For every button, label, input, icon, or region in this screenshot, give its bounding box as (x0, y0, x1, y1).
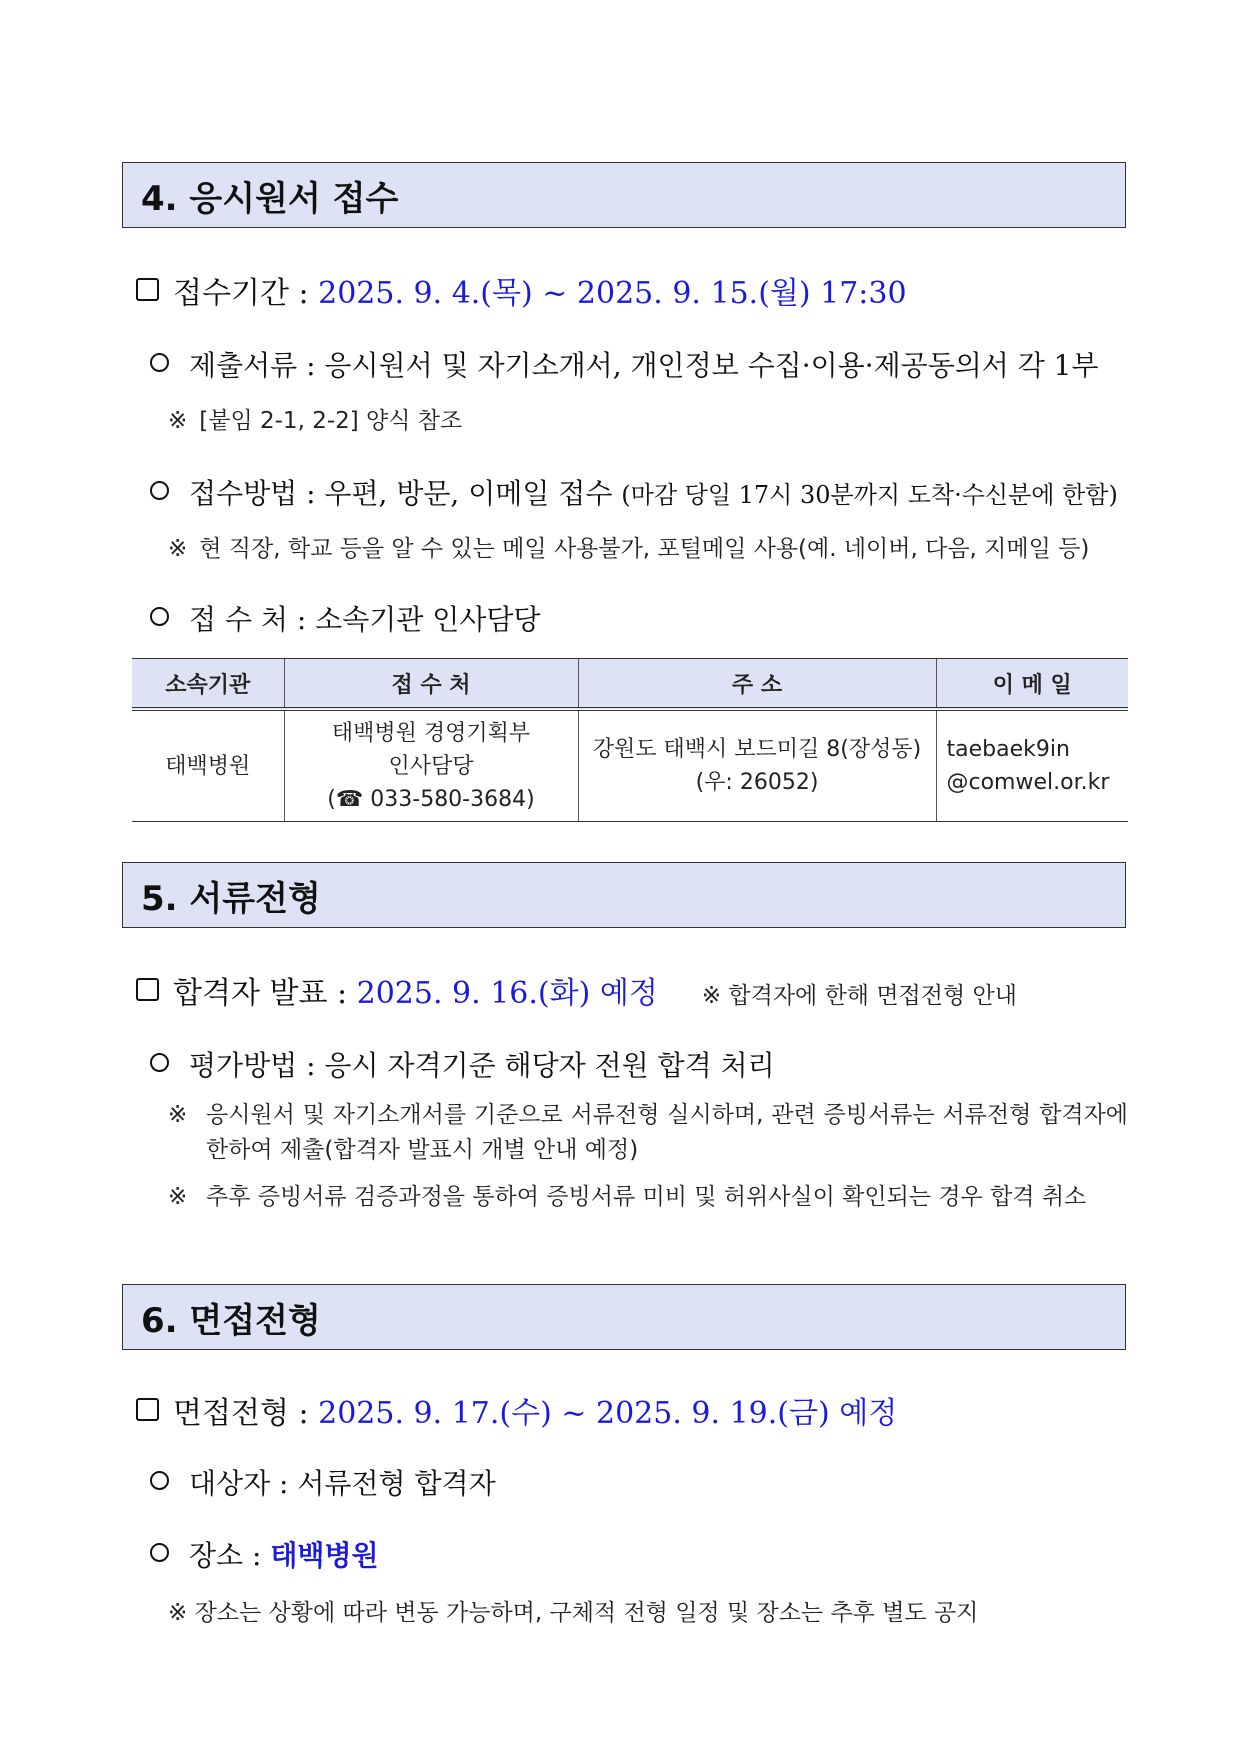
sec6-venue-line (150, 1534, 379, 1574)
sec4-method-line (150, 472, 1118, 512)
cell-addr-zip: (우: 26052) (695, 770, 819, 795)
cell-org: 태백병원 (132, 709, 284, 822)
table-header-email: 이 메 일 (936, 659, 1128, 710)
checkbox-square-icon (136, 978, 159, 1001)
sec6-target: 대상자 : 서류전형 합격자 (189, 1467, 496, 1500)
table-header-recv: 접 수 처 (284, 659, 578, 710)
reception-table (132, 658, 1128, 822)
sec4-method-note-text: 현 직장, 학교 등을 알 수 있는 메일 사용불가, 포털메일 사용(예. 네이버, 다음, 지메일 등) (199, 536, 1090, 562)
table-header-org: 소속기관 (132, 659, 284, 710)
sec5-note2-text: 추후 증빙서류 검증과정을 통하여 증빙서류 미비 및 허위사실이 확인되는 경우 합격 취소 (206, 1184, 1087, 1210)
section-5-header: 5. 서류전형 (122, 862, 1126, 928)
cell-email-line2: @comwel.or.kr (946, 770, 1110, 795)
sec4-docs-note-text: [붙임 2-1, 2-2] 양식 참조 (199, 408, 463, 434)
sec5-announce-label: 합격자 발표 : (173, 976, 357, 1011)
sec4-docs-note (168, 402, 462, 435)
note-mark: ※ (168, 1184, 188, 1210)
table-header-row (132, 659, 1128, 710)
sec5-eval: 평가방법 : 응시 자격기준 해당자 전원 합격 처리 (189, 1049, 775, 1082)
sec4-docs: 제출서류 : 응시원서 및 자기소개서, 개인정보 수집·이용·제공동의서 각 1부 (189, 349, 1099, 382)
cell-email-line1: taebaek9in (946, 737, 1070, 762)
cell-email (936, 709, 1128, 822)
sec6-period-label: 면접전형 : (173, 1396, 319, 1431)
cell-recv-line1: 태백병원 경영기획부 (331, 720, 531, 746)
section-4-header: 4. 응시원서 접수 (122, 162, 1126, 228)
circle-bullet-icon (150, 1471, 169, 1490)
sec6-period-value: 2025. 9. 17.(수) ~ 2025. 9. 19.(금) 예정 (318, 1396, 898, 1431)
sec4-method: 접수방법 : 우편, 방문, 이메일 접수 (189, 477, 613, 510)
sec6-target-line (150, 1462, 496, 1502)
circle-bullet-icon (150, 1543, 169, 1562)
sec5-note2 (168, 1180, 1128, 1215)
sec5-announce-note: ※ 합격자에 한해 면접전형 안내 (701, 983, 1017, 1009)
sec6-venue-label: 장소 : (189, 1539, 271, 1572)
cell-addr-line1: 강원도 태백시 보드미길 8(장성동) (592, 737, 922, 762)
section-6-header: 6. 면접전형 (122, 1284, 1126, 1350)
sec4-period-line (136, 268, 907, 312)
sec5-announce-line (136, 968, 1017, 1012)
note-mark: ※ (168, 536, 188, 562)
cell-addr (578, 709, 936, 822)
sec5-note1 (168, 1098, 1128, 1168)
sec4-period-value: 2025. 9. 4.(목) ~ 2025. 9. 15.(월) 17:30 (318, 276, 907, 311)
table-row (132, 709, 1128, 822)
circle-bullet-icon (150, 1053, 169, 1072)
circle-bullet-icon (150, 607, 169, 626)
note-mark: ※ (168, 408, 188, 434)
sec4-method-note (168, 530, 1089, 563)
note-mark: ※ (168, 1102, 188, 1128)
sec5-announce-value: 2025. 9. 16.(화) 예정 (356, 976, 658, 1011)
sec4-method-paren: (마감 당일 17시 30분까지 도착·수신분에 한함) (621, 481, 1118, 509)
cell-recv-phone: (☎ 033-580-3684) (327, 786, 535, 812)
sec6-venue-value: 태백병원 (270, 1539, 379, 1572)
cell-recv (284, 709, 578, 822)
checkbox-square-icon (136, 278, 159, 301)
sec6-period-line (136, 1388, 897, 1432)
checkbox-square-icon (136, 1398, 159, 1421)
cell-recv-line2: 인사담당 (388, 753, 474, 779)
sec5-note1-text: 응시원서 및 자기소개서를 기준으로 서류전형 실시하며, 관련 증빙서류는 서류전형 합격자에 한하여 제출(합격자 발표시 개별 안내 예정) (206, 1102, 1128, 1163)
sec6-venue-note: ※ 장소는 상황에 따라 변동 가능하며, 구체적 전형 일정 및 장소는 추후 별도 공지 (168, 1600, 979, 1626)
sec4-place-line (150, 598, 540, 638)
circle-bullet-icon (150, 481, 169, 500)
sec4-period-label: 접수기간 : (173, 276, 319, 311)
sec4-docs-line (150, 344, 1099, 384)
sec4-place: 접 수 처 : 소속기관 인사담당 (189, 603, 541, 636)
table-header-addr: 주 소 (578, 659, 936, 710)
sec5-eval-line (150, 1044, 775, 1084)
circle-bullet-icon (150, 353, 169, 372)
